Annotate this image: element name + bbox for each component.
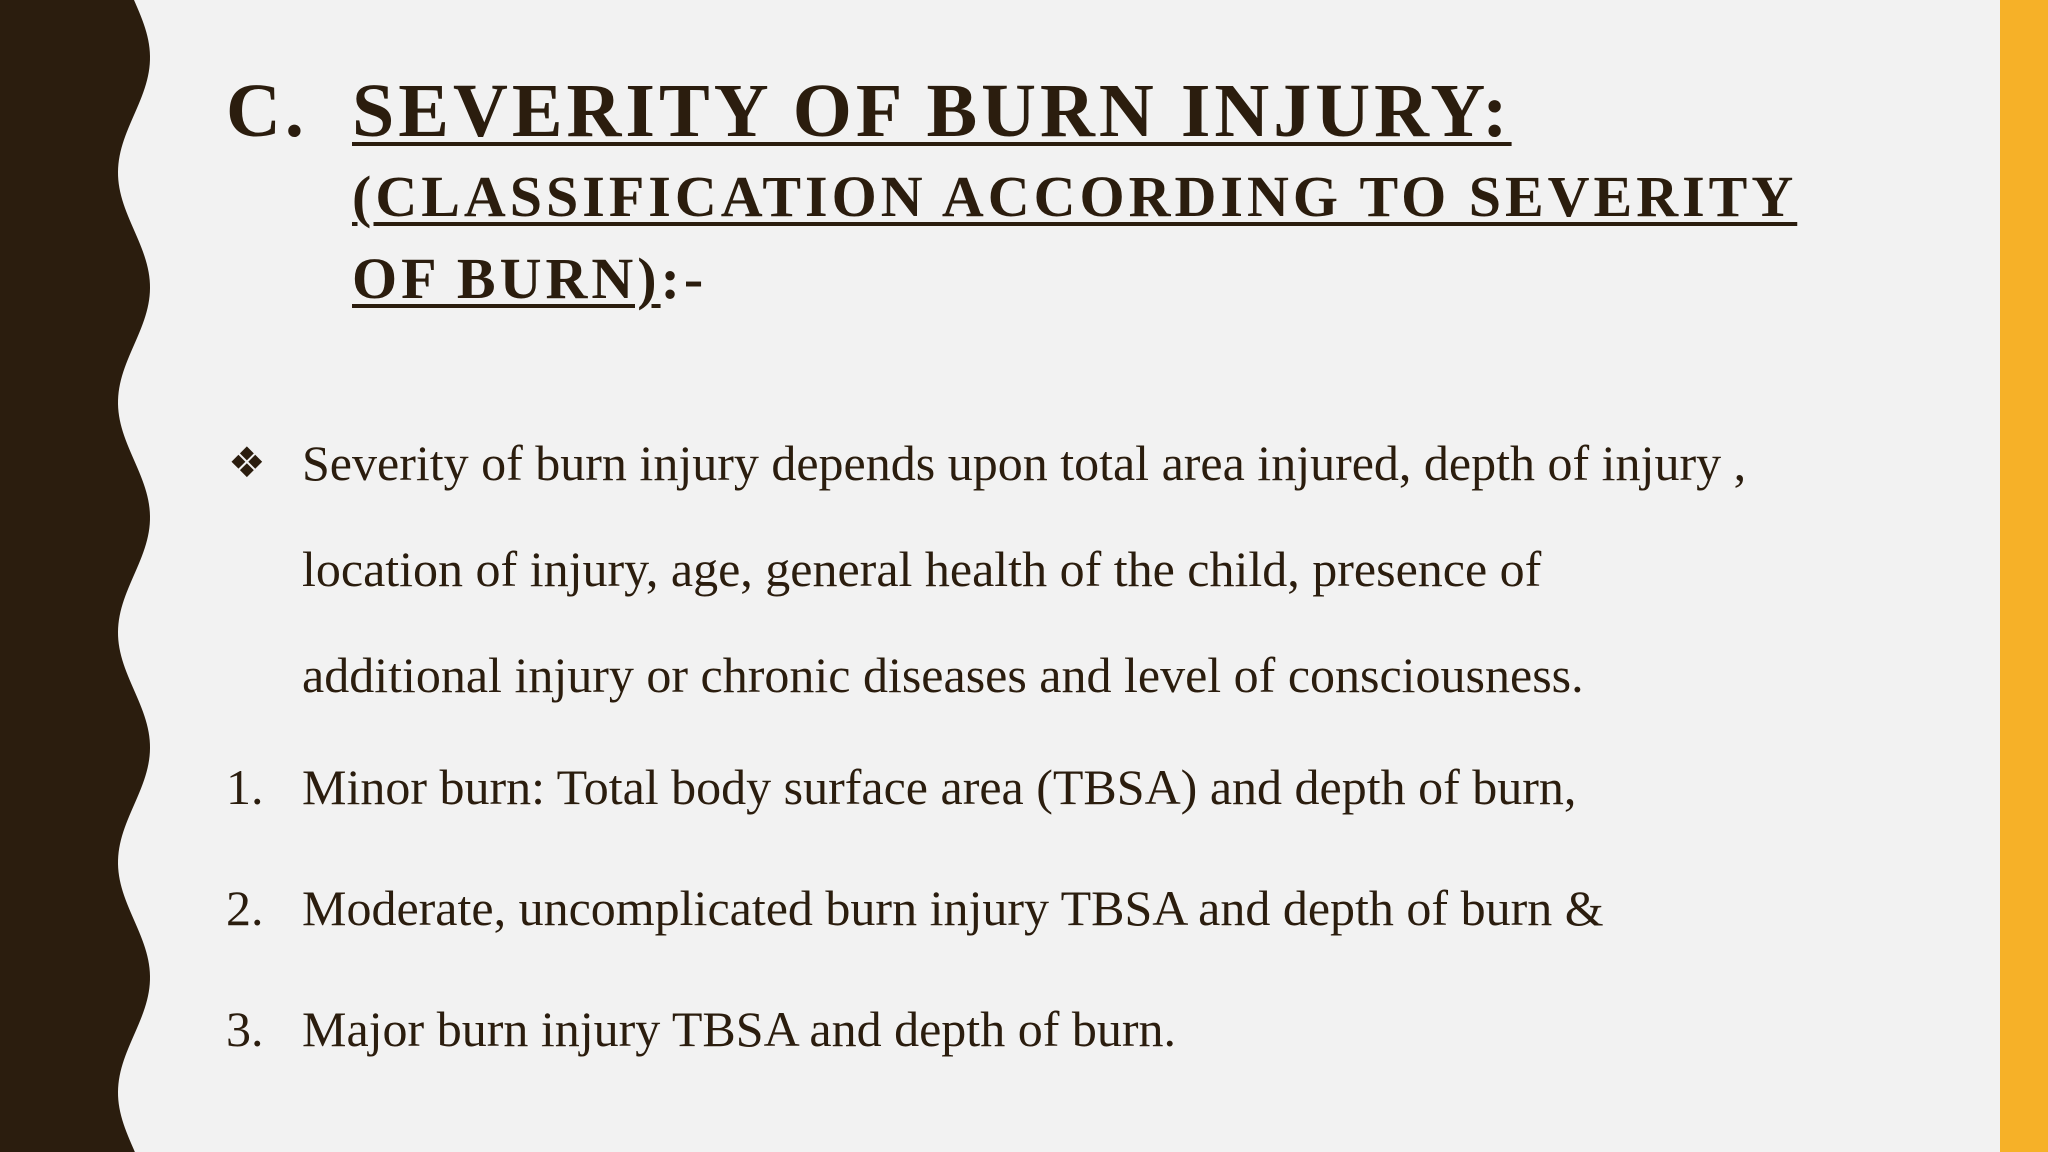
title-subtitle-suffix: :- bbox=[660, 246, 708, 311]
bullet-line-3: additional injury or chronic diseases and level of consciousness. bbox=[302, 647, 1584, 703]
title-text bbox=[352, 66, 1872, 320]
title-subtitle bbox=[352, 156, 1872, 320]
title-subtitle-line1: (CLASSIFICATION ACCORDING TO SEVERITY bbox=[352, 164, 1798, 229]
numbered-item-3 bbox=[226, 999, 1926, 1059]
title-subtitle-line2: OF BURN) bbox=[352, 246, 661, 311]
title-main-text: SEVERITY OF BURN INJURY: bbox=[352, 69, 1512, 153]
title-main-line bbox=[352, 66, 1872, 156]
numbered-item-1 bbox=[226, 757, 1926, 817]
bullet-line-2: location of injury, age, general health of the child, presence of bbox=[302, 541, 1542, 597]
item-text: Minor burn: Total body surface area (TBSA) and depth of burn, bbox=[302, 759, 1577, 815]
diamond-bullet-icon: ❖ bbox=[228, 438, 266, 487]
accent-bar bbox=[2000, 0, 2048, 1152]
slide-body bbox=[226, 410, 1926, 1059]
bullet-paragraph bbox=[226, 410, 1926, 728]
item-text: Moderate, uncomplicated burn injury TBSA and depth of burn & bbox=[302, 880, 1604, 936]
item-number: 2. bbox=[226, 880, 264, 936]
title-section-letter: C. bbox=[226, 69, 308, 153]
item-number: 1. bbox=[226, 759, 264, 815]
wavy-side-band bbox=[0, 0, 160, 1152]
item-number: 3. bbox=[226, 1001, 264, 1057]
numbered-item-2 bbox=[226, 878, 1926, 938]
bullet-line-1: Severity of burn injury depends upon total area injured, depth of injury , bbox=[302, 435, 1747, 491]
item-text: Major burn injury TBSA and depth of burn. bbox=[302, 1001, 1176, 1057]
